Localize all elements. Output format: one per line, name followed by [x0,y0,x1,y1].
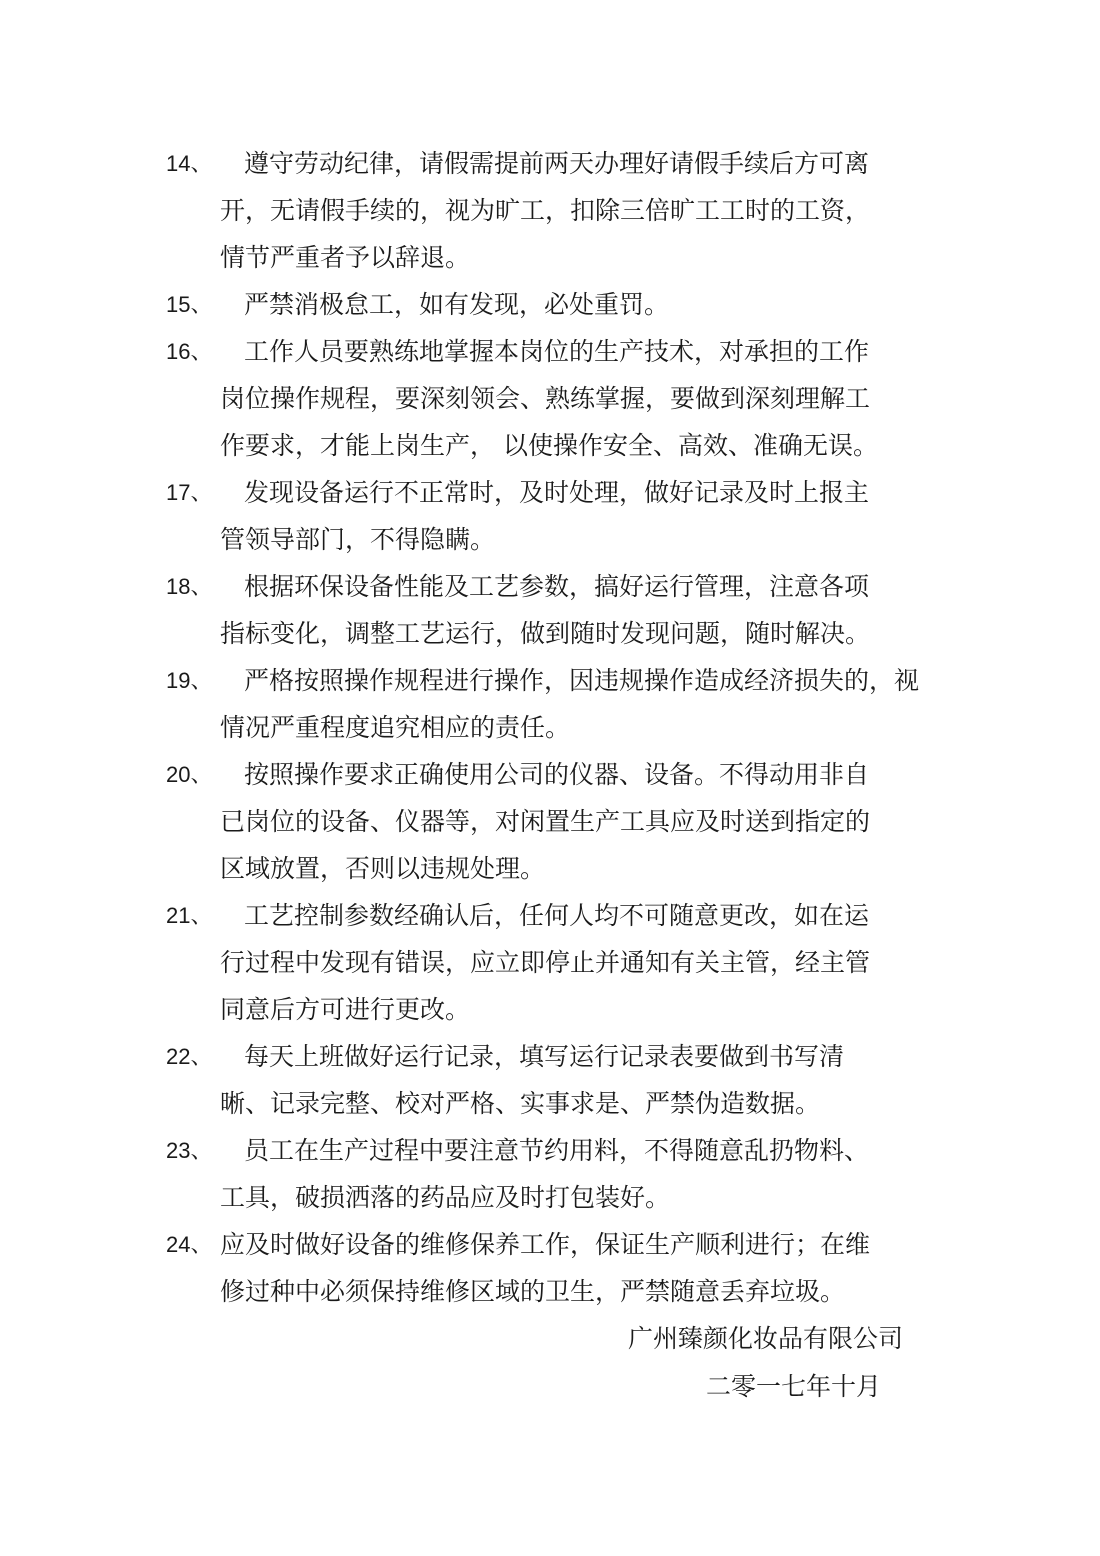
regulation-item-16 [166,328,1006,469]
item-number: 23、 [166,1138,213,1163]
item-number: 19、 [166,668,213,693]
item-text-line: 工作人员要熟练地掌握本岗位的生产技术，对承担的工作 [244,337,870,366]
item-number: 24、 [166,1232,213,1257]
item-number: 16、 [166,339,213,364]
regulation-item-24 [166,1221,1006,1315]
item-text-line: 管领导部门，不得隐瞒。 [220,525,496,554]
signature-block [628,1315,948,1411]
item-text-line: 情况严重程度追究相应的责任。 [220,713,571,742]
item-number: 18、 [166,574,213,599]
item-text-line: 作要求，才能上岗生产， 以使操作安全、高效、准确无误。 [220,431,878,460]
item-text-line: 发现设备运行不正常时，及时处理，做好记录及时上报主 [244,478,870,507]
regulation-item-15 [166,281,1006,328]
item-text-line: 开，无请假手续的，视为旷工，扣除三倍旷工工时的工资， [220,196,871,225]
item-text-line: 工艺控制参数经确认后，任何人均不可随意更改，如在运 [244,901,870,930]
item-text-line: 情节严重者予以辞退。 [220,243,471,272]
regulation-list [166,140,1006,1315]
regulation-item-19 [166,657,1006,751]
item-text-line: 已岗位的设备、仪器等，对闲置生产工具应及时送到指定的 [220,807,871,836]
item-number: 14、 [166,151,213,176]
company-name: 广州臻颜化妆品有限公司 [628,1324,904,1353]
item-text-line: 区域放置，否则以违规处理。 [220,854,546,883]
item-text-line: 修过种中必须保持维修区域的卫生，严禁随意丢弃垃圾。 [220,1277,846,1306]
regulation-item-14 [166,140,1006,281]
item-text-line: 同意后方可进行更改。 [220,995,471,1024]
item-text-line: 晰、记录完整、校对严格、实事求是、严禁伪造数据。 [220,1089,821,1118]
item-number: 15、 [166,292,213,317]
item-text-line: 根据环保设备性能及工艺参数，搞好运行管理，注意各项 [244,572,870,601]
item-number: 17、 [166,480,213,505]
item-text-line: 应及时做好设备的维修保养工作，保证生产顺利进行；在维 [220,1230,871,1259]
item-text-line: 工具，破损洒落的药品应及时打包装好。 [220,1183,671,1212]
regulation-item-22 [166,1033,1006,1127]
item-text-line: 严禁消极怠工，如有发现，必处重罚。 [244,290,670,319]
item-number: 22、 [166,1044,213,1069]
item-text-line: 按照操作要求正确使用公司的仪器、设备。不得动用非自 [244,760,870,789]
item-text-line: 员工在生产过程中要注意节约用料，不得随意乱扔物料、 [244,1136,870,1165]
regulation-item-21 [166,892,1006,1033]
regulation-item-17 [166,469,1006,563]
regulation-item-23 [166,1127,1006,1221]
item-text-line: 指标变化，调整工艺运行，做到随时发现问题，随时解决。 [220,619,871,648]
item-text-line: 岗位操作规程，要深刻领会、熟练掌握，要做到深刻理解工 [220,384,871,413]
item-number: 21、 [166,903,213,928]
item-text-line: 行过程中发现有错误，应立即停止并通知有关主管，经主管 [220,948,871,977]
regulation-item-18 [166,563,1006,657]
item-text-line: 严格按照操作规程进行操作，因违规操作造成经济损失的，视 [244,666,920,695]
item-number: 20、 [166,762,213,787]
document-date: 二零一七年十月 [706,1372,882,1401]
regulation-item-20 [166,751,1006,892]
item-text-line: 每天上班做好运行记录，填写运行记录表要做到书写清 [244,1042,845,1071]
item-text-line: 遵守劳动纪律，请假需提前两天办理好请假手续后方可离 [244,149,870,178]
